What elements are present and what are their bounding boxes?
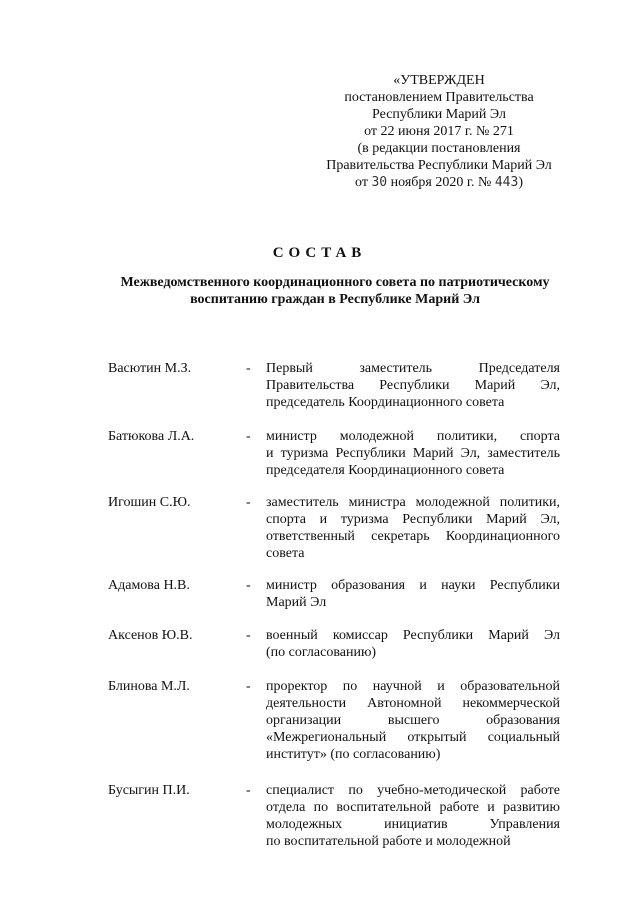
member-position-line: председатель Координационного совета: [266, 395, 505, 410]
member-position-line: министр молодежной политики, спорта: [266, 429, 560, 444]
member-position-line: Первый заместитель Председателя: [266, 361, 560, 376]
document-title: СОСТАВ: [272, 245, 367, 261]
member-position-line: специалист по учебно-методической работе: [266, 783, 560, 798]
member-name: Васютин М.З.: [108, 361, 192, 376]
approval-line: постановлением Правительства: [344, 90, 534, 105]
approval-date-number: 443: [494, 175, 519, 190]
member-position-line: организации высшего образования: [266, 713, 560, 728]
approval-line: Правительства Республики Марий Эл: [326, 158, 552, 173]
member-dash: -: [246, 578, 251, 593]
member-name: Аксенов Ю.В.: [108, 628, 193, 643]
member-position: [266, 627, 560, 661]
member-position-line: «Межрегиональный открытый социальный: [266, 730, 560, 745]
approval-date-day: 30: [371, 175, 388, 190]
member-dash: -: [246, 679, 251, 694]
member-position-line: министр образования и науки Республики: [266, 578, 560, 593]
approval-line: от 22 июня 2017 г. № 271: [364, 124, 514, 139]
member-position-line: отдела по воспитательной работе и развитию: [266, 800, 560, 815]
member-position-line: и туризма Республики Марий Эл, заместитель: [266, 446, 560, 461]
member-name: Адамова Н.В.: [108, 578, 190, 593]
member-position-line: ответственный секретарь Координационного: [266, 529, 560, 544]
subtitle-line: воспитанию граждан в Республике Марий Эл: [190, 292, 480, 307]
member-position-line: институт» (по согласованию): [266, 747, 441, 762]
approval-line: Республики Марий Эл: [372, 107, 506, 122]
member-position-line: спорта и туризма Республики Марий Эл,: [266, 512, 560, 527]
member-name: Батюкова Л.А.: [108, 429, 195, 444]
approval-date-prefix: от: [355, 175, 368, 190]
approval-date-line: [305, 174, 573, 191]
member-position-line: (по согласованию): [266, 645, 377, 660]
approval-date-suffix: ): [518, 175, 523, 190]
member-name: Блинова М.Л.: [108, 679, 190, 694]
approval-stamp: [305, 72, 573, 191]
approval-line: (в редакции постановления: [357, 141, 521, 156]
member-dash: -: [246, 783, 251, 798]
member-position: [266, 428, 560, 479]
approval-line: «УТВЕРЖДЕН: [393, 73, 485, 88]
member-position-line: Правительства Республики Марий Эл,: [266, 378, 560, 393]
member-position: [266, 577, 560, 611]
member-dash: -: [246, 495, 251, 510]
member-position-line: проректор по научной и образовательной: [266, 679, 560, 694]
member-position-line: заместитель министра молодежной политики,: [266, 495, 560, 510]
member-position-line: молодежных инициатив Управления: [266, 817, 560, 832]
approval-date-month: ноября 2020 г. №: [390, 175, 492, 190]
member-position-line: Марий Эл: [266, 595, 327, 610]
member-position-line: военный комиссар Республики Марий Эл: [266, 628, 560, 643]
member-position: [266, 782, 560, 850]
member-position-line: деятельности Автономной некоммерческой: [266, 696, 560, 711]
member-position: [266, 360, 560, 411]
member-name: Бусыгин П.И.: [108, 783, 190, 798]
member-dash: -: [246, 429, 251, 444]
subtitle-line: Межведомственного координационного совета по патриотическому: [120, 275, 550, 290]
member-position-line: по воспитательной работе и молодежной: [266, 834, 511, 849]
member-name: Игошин С.Ю.: [108, 495, 191, 510]
member-position-line: председателя Координационного совета: [266, 463, 505, 478]
member-dash: -: [246, 361, 251, 376]
member-dash: -: [246, 628, 251, 643]
member-position: [266, 678, 560, 763]
document-subtitle: [95, 274, 575, 308]
member-position: [266, 494, 560, 562]
member-position-line: совета: [266, 546, 305, 561]
